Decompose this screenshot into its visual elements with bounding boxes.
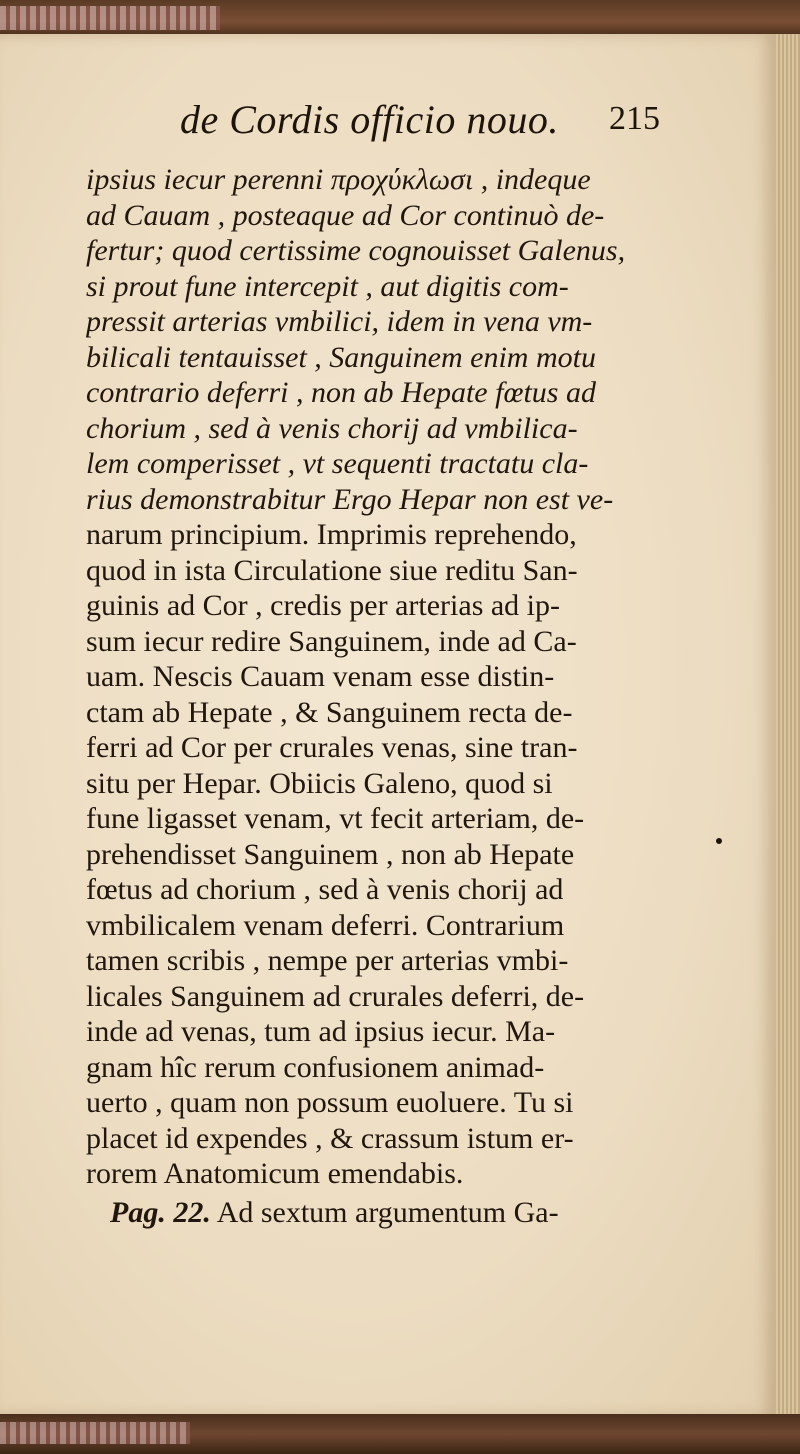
text-line: sum iecur redire Sanguinem, inde ad Ca-	[86, 624, 577, 658]
text-line: guinis ad Cor , credis per arterias ad ip-	[86, 589, 561, 622]
text-line: gnam hîc rerum confusionem animad-	[86, 1050, 545, 1084]
text-line: chorium , sed à venis chorij ad vmbilica-	[86, 411, 578, 445]
tailband-stitching	[0, 1422, 190, 1444]
binding-bottom-edge	[0, 1414, 800, 1454]
text-line: ad Cauam , posteaque ad Cor continuò de-	[86, 198, 605, 232]
page-reference: Pag. 22.	[110, 1196, 211, 1229]
text-line: ipsius iecur perenni προχύκλωσι , indeque	[86, 163, 591, 196]
text-line: fœtus ad chorium , sed à venis chorij ad	[86, 873, 564, 906]
running-title: de Cordis officio nouo.	[180, 97, 559, 142]
text-line: ctam ab Hepate , & Sanguinem recta de-	[86, 695, 573, 729]
text-line: uerto , quam non possum euoluere. Tu si	[86, 1086, 574, 1119]
text-line: quod in ista Circulatione siue reditu San-	[86, 553, 578, 587]
text-line: rius demonstrabitur Ergo Hepar non est ve-	[86, 482, 614, 516]
text-line: contrario deferri , non ab Hepate fœtus ad	[86, 376, 596, 409]
text-line: prehendisset Sanguinem , non ab Hepate	[86, 837, 575, 871]
text-line: rorem Anatomicum emendabis.	[86, 1157, 464, 1190]
text-line: pressit arterias vmbilici, idem in vena vm-	[86, 305, 593, 338]
page-fore-edge	[776, 34, 800, 1416]
text-line: narum principium. Imprimis reprehendo,	[86, 518, 577, 551]
page-header	[180, 96, 660, 156]
text-line: bilicali tentauisset , Sanguinem enim motu	[86, 340, 596, 374]
body-text	[86, 162, 652, 1192]
page-number: 215	[609, 100, 660, 137]
binding-top-edge	[0, 0, 800, 36]
text-line: licales Sanguinem ad crurales deferri, de-	[86, 979, 585, 1013]
text-line: fune ligasset venam, vt fecit arteriam, de-	[86, 802, 585, 835]
text-line: inde ad venas, tum ad ipsius iecur. Ma-	[86, 1015, 556, 1048]
text-line: tamen scribis , nempe per arterias vmbi-	[86, 944, 569, 977]
text-line: fertur; quod certissime cognouisset Galenus,	[86, 234, 626, 267]
text-line: si prout fune intercepit , aut digitis com-	[86, 269, 569, 303]
margin-dot	[716, 838, 722, 844]
headband-stitching	[0, 6, 220, 30]
text-line: vmbilicalem venam deferri. Contrarium	[86, 908, 565, 942]
text-line: uam. Nescis Cauam venam esse distin-	[86, 660, 555, 693]
catchword: Ad sextum argumentum Ga-	[216, 1196, 559, 1229]
text-line: placet id expendes , & crassum istum er-	[86, 1121, 574, 1155]
text-line: ferri ad Cor per crurales venas, sine tran-	[86, 731, 578, 764]
text-line: situ per Hepar. Obiicis Galeno, quod si	[86, 766, 553, 800]
text-line: lem comperisset , vt sequenti tractatu cla-	[86, 447, 589, 480]
catchline	[110, 1196, 650, 1230]
